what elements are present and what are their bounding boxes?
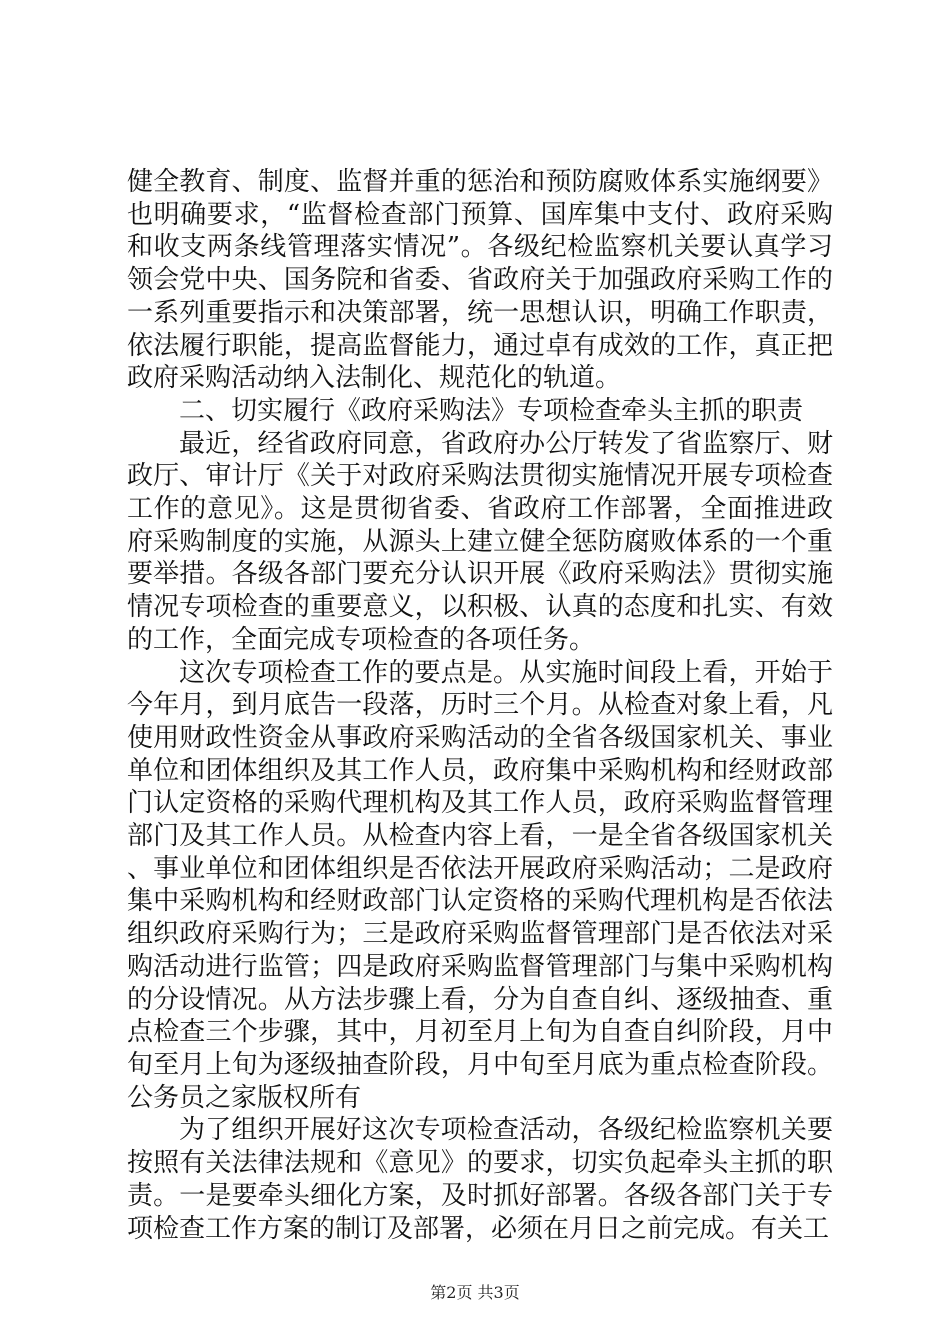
- paragraph: 这次专项检查工作的要点是。从实施时间段上看，开始于今年月，到月底告一段落，历时三个月。从检查对象上看，凡使用财政性资金从事政府采购活动的全省各级国家机关、事业单位和团体组织及其工作人员，政府集中采购机构和经财政部门认定资格的采购代理机构及其工作人员，政府采购监督管理部门及其工作人员。从检查内容上看，一是全省各级国家机关、事业单位和团体组织是否依法开展政府采购活动；二是政府集中采购机构和经财政部门认定资格的采购代理机构是否依法组织政府采购行为；三是政府采购监督管理部门是否依法对采购活动进行监管；四是政府采购监督管理部门与集中采购机构的分设情况。从方法步骤上看，分为自查自纠、逐级抽查、重点检查三个步骤，其中，月初至月上旬为自查自纠阶段，月中旬至月上旬为逐级抽查阶段，月中旬至月底为重点检查阶段。公务员之家版权所有: [127, 657, 833, 1113]
- paragraph: 最近，经省政府同意，省政府办公厅转发了省监察厅、财政厅、审计厅《关于对政府采购法贯彻实施情况开展专项检查工作的意见》。这是贯彻省委、省政府工作部署，全面推进政府采购制度的实施，从源头上建立健全惩防腐败体系的一个重要举措。各级各部门要充分认识开展《政府采购法》贯彻实施情况专项检查的重要意义，以积极、认真的态度和扎实、有效的工作，全面完成专项检查的各项任务。: [127, 428, 833, 655]
- document-body: [127, 166, 833, 1245]
- section-heading: 二、切实履行《政府采购法》专项检查牵头主抓的职责: [179, 395, 804, 426]
- paragraph: 为了组织开展好这次专项检查活动，各级纪检监察机关要按照有关法律法规和《意见》的要求，切实负起牵头主抓的职责。一是要牵头细化方案，及时抓好部署。各级各部门关于专项检查工作方案的制订及部署，必须在月日之前完成。有关工: [127, 1115, 833, 1244]
- paragraph-continued: 健全教育、制度、监督并重的惩治和预防腐败体系实施纲要》也明确要求，“监督检查部门预算、国库集中支付、政府采购和收支两条线管理落实情况”。各级纪检监察机关要认真学习领会党中央、国务院和省委、省政府关于加强政府采购工作的一系列重要指示和决策部署，统一思想认识，明确工作职责，依法履行职能，提高监督能力，通过卓有成效的工作，真正把政府采购活动纳入法制化、规范化的轨道。: [127, 167, 833, 394]
- page-number-footer: 第2页 共3页: [430, 1283, 520, 1302]
